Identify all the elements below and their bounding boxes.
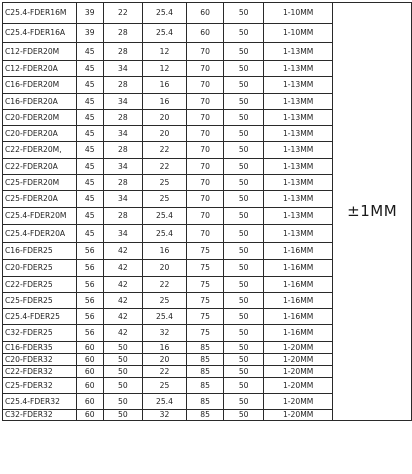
cell-col-3: 34 bbox=[103, 94, 143, 110]
cell-col-5: 75 bbox=[186, 277, 224, 293]
cell-col-5: 75 bbox=[186, 309, 224, 325]
cell-col-4: 32 bbox=[143, 410, 187, 421]
cell-model: C25-FDER20A bbox=[3, 191, 77, 208]
cell-col-2: 56 bbox=[76, 293, 103, 309]
cell-col-4: 12 bbox=[143, 43, 187, 61]
cell-col-6: 50 bbox=[224, 94, 264, 110]
cell-col-5: 85 bbox=[186, 342, 224, 354]
cell-model: C20-FDER32 bbox=[3, 354, 77, 366]
cell-col-3: 28 bbox=[103, 77, 143, 94]
cell-col-6: 50 bbox=[224, 175, 264, 191]
cell-col-6: 50 bbox=[224, 142, 264, 159]
cell-range: 1-13MM bbox=[263, 142, 332, 159]
cell-col-4: 25 bbox=[143, 175, 187, 191]
cell-col-3: 34 bbox=[103, 191, 143, 208]
cell-model: C25.4-FDER16M bbox=[3, 3, 77, 24]
cell-col-2: 60 bbox=[76, 410, 103, 421]
cell-col-3: 42 bbox=[103, 293, 143, 309]
cell-col-2: 56 bbox=[76, 260, 103, 277]
cell-col-5: 70 bbox=[186, 208, 224, 225]
cell-range: 1-13MM bbox=[263, 110, 332, 126]
cell-model: C25-FDER20M bbox=[3, 175, 77, 191]
cell-col-6: 50 bbox=[224, 159, 264, 175]
cell-col-6: 50 bbox=[224, 208, 264, 225]
cell-range: 1-20MM bbox=[263, 378, 332, 394]
cell-col-2: 45 bbox=[76, 110, 103, 126]
cell-col-6: 50 bbox=[224, 354, 264, 366]
cell-model: C16-FDER20A bbox=[3, 94, 77, 110]
cell-col-3: 28 bbox=[103, 24, 143, 43]
cell-col-4: 25.4 bbox=[143, 3, 187, 24]
cell-range: 1-16MM bbox=[263, 293, 332, 309]
cell-model: C20-FDER25 bbox=[3, 260, 77, 277]
cell-col-3: 34 bbox=[103, 61, 143, 77]
cell-model: C25-FDER25 bbox=[3, 293, 77, 309]
cell-model: C20-FDER20A bbox=[3, 126, 77, 142]
cell-col-4: 20 bbox=[143, 354, 187, 366]
cell-col-5: 70 bbox=[186, 159, 224, 175]
cell-col-3: 50 bbox=[103, 366, 143, 378]
cell-col-2: 56 bbox=[76, 243, 103, 260]
cell-col-2: 60 bbox=[76, 354, 103, 366]
cell-col-6: 50 bbox=[224, 293, 264, 309]
cell-col-5: 75 bbox=[186, 325, 224, 342]
cell-col-5: 85 bbox=[186, 394, 224, 410]
cell-col-5: 75 bbox=[186, 243, 224, 260]
cell-model: C12-FDER20A bbox=[3, 61, 77, 77]
cell-range: 1-16MM bbox=[263, 260, 332, 277]
cell-col-3: 34 bbox=[103, 225, 143, 243]
cell-col-2: 56 bbox=[76, 325, 103, 342]
cell-range: 1-13MM bbox=[263, 43, 332, 61]
cell-col-4: 16 bbox=[143, 77, 187, 94]
cell-col-5: 70 bbox=[186, 142, 224, 159]
cell-range: 1-10MM bbox=[263, 3, 332, 24]
cell-range: 1-13MM bbox=[263, 225, 332, 243]
cell-col-5: 70 bbox=[186, 191, 224, 208]
cell-col-6: 50 bbox=[224, 325, 264, 342]
cell-col-2: 45 bbox=[76, 159, 103, 175]
cell-col-5: 70 bbox=[186, 77, 224, 94]
cell-range: 1-13MM bbox=[263, 175, 332, 191]
cell-model: C16-FDER25 bbox=[3, 243, 77, 260]
cell-col-6: 50 bbox=[224, 77, 264, 94]
cell-col-2: 45 bbox=[76, 61, 103, 77]
cell-model: C12-FDER20M bbox=[3, 43, 77, 61]
cell-model: C22-FDER25 bbox=[3, 277, 77, 293]
cell-col-6: 50 bbox=[224, 309, 264, 325]
cell-col-6: 50 bbox=[224, 191, 264, 208]
cell-model: C25.4-FDER16A bbox=[3, 24, 77, 43]
cell-col-3: 42 bbox=[103, 277, 143, 293]
cell-col-5: 70 bbox=[186, 225, 224, 243]
cell-col-2: 45 bbox=[76, 77, 103, 94]
cell-range: 1-20MM bbox=[263, 366, 332, 378]
cell-col-3: 42 bbox=[103, 260, 143, 277]
cell-col-3: 28 bbox=[103, 110, 143, 126]
cell-col-3: 28 bbox=[103, 208, 143, 225]
cell-col-5: 85 bbox=[186, 366, 224, 378]
cell-range: 1-13MM bbox=[263, 208, 332, 225]
cell-col-4: 22 bbox=[143, 366, 187, 378]
cell-col-5: 85 bbox=[186, 410, 224, 421]
cell-col-2: 45 bbox=[76, 126, 103, 142]
cell-model: C20-FDER20M bbox=[3, 110, 77, 126]
cell-range: 1-20MM bbox=[263, 342, 332, 354]
cell-col-5: 70 bbox=[186, 43, 224, 61]
cell-col-6: 50 bbox=[224, 394, 264, 410]
cell-col-6: 50 bbox=[224, 410, 264, 421]
cell-col-6: 50 bbox=[224, 277, 264, 293]
cell-col-4: 20 bbox=[143, 260, 187, 277]
cell-model: C25.4-FDER25 bbox=[3, 309, 77, 325]
cell-col-3: 28 bbox=[103, 43, 143, 61]
cell-col-3: 50 bbox=[103, 378, 143, 394]
cell-col-3: 22 bbox=[103, 3, 143, 24]
cell-col-3: 34 bbox=[103, 126, 143, 142]
cell-model: C25.4-FDER32 bbox=[3, 394, 77, 410]
cell-col-3: 42 bbox=[103, 309, 143, 325]
cell-col-4: 20 bbox=[143, 110, 187, 126]
cell-col-3: 28 bbox=[103, 142, 143, 159]
cell-col-2: 45 bbox=[76, 94, 103, 110]
cell-range: 1-20MM bbox=[263, 394, 332, 410]
cell-col-2: 60 bbox=[76, 394, 103, 410]
cell-col-4: 25 bbox=[143, 378, 187, 394]
cell-col-5: 70 bbox=[186, 175, 224, 191]
cell-col-4: 25.4 bbox=[143, 309, 187, 325]
cell-col-2: 45 bbox=[76, 175, 103, 191]
cell-col-4: 25.4 bbox=[143, 208, 187, 225]
cell-model: C25.4-FDER20M bbox=[3, 208, 77, 225]
cell-col-2: 60 bbox=[76, 366, 103, 378]
cell-model: C25.4-FDER20A bbox=[3, 225, 77, 243]
tolerance-cell: ±1MM bbox=[333, 3, 412, 421]
cell-range: 1-16MM bbox=[263, 243, 332, 260]
cell-col-6: 50 bbox=[224, 61, 264, 77]
cell-col-2: 56 bbox=[76, 277, 103, 293]
cell-col-2: 45 bbox=[76, 191, 103, 208]
cell-col-4: 22 bbox=[143, 142, 187, 159]
cell-col-5: 70 bbox=[186, 110, 224, 126]
cell-col-4: 25 bbox=[143, 293, 187, 309]
cell-col-5: 75 bbox=[186, 293, 224, 309]
cell-range: 1-13MM bbox=[263, 126, 332, 142]
cell-col-6: 50 bbox=[224, 243, 264, 260]
cell-model: C16-FDER20M bbox=[3, 77, 77, 94]
cell-col-4: 32 bbox=[143, 325, 187, 342]
cell-col-3: 50 bbox=[103, 394, 143, 410]
cell-col-5: 60 bbox=[186, 24, 224, 43]
cell-col-3: 50 bbox=[103, 354, 143, 366]
spec-table-body bbox=[3, 3, 412, 421]
cell-col-2: 60 bbox=[76, 378, 103, 394]
cell-model: C22-FDER20M, bbox=[3, 142, 77, 159]
cell-range: 1-10MM bbox=[263, 24, 332, 43]
cell-range: 1-16MM bbox=[263, 277, 332, 293]
cell-col-5: 85 bbox=[186, 354, 224, 366]
cell-col-2: 39 bbox=[76, 24, 103, 43]
cell-col-3: 50 bbox=[103, 410, 143, 421]
cell-col-6: 50 bbox=[224, 378, 264, 394]
cell-col-2: 45 bbox=[76, 142, 103, 159]
cell-col-6: 50 bbox=[224, 24, 264, 43]
cell-col-2: 45 bbox=[76, 208, 103, 225]
cell-range: 1-13MM bbox=[263, 94, 332, 110]
cell-range: 1-13MM bbox=[263, 61, 332, 77]
cell-range: 1-13MM bbox=[263, 159, 332, 175]
cell-col-5: 75 bbox=[186, 260, 224, 277]
cell-model: C32-FDER32 bbox=[3, 410, 77, 421]
cell-col-2: 60 bbox=[76, 342, 103, 354]
cell-col-4: 20 bbox=[143, 126, 187, 142]
cell-range: 1-16MM bbox=[263, 325, 332, 342]
cell-col-6: 50 bbox=[224, 3, 264, 24]
cell-col-6: 50 bbox=[224, 110, 264, 126]
cell-col-3: 34 bbox=[103, 159, 143, 175]
cell-col-3: 50 bbox=[103, 342, 143, 354]
table-row bbox=[3, 3, 412, 24]
cell-col-4: 16 bbox=[143, 243, 187, 260]
cell-model: C25-FDER32 bbox=[3, 378, 77, 394]
cell-col-6: 50 bbox=[224, 342, 264, 354]
cell-range: 1-16MM bbox=[263, 309, 332, 325]
cell-range: 1-13MM bbox=[263, 77, 332, 94]
cell-model: C22-FDER20A bbox=[3, 159, 77, 175]
cell-col-2: 56 bbox=[76, 309, 103, 325]
cell-col-4: 25.4 bbox=[143, 24, 187, 43]
cell-col-2: 45 bbox=[76, 225, 103, 243]
spec-table bbox=[2, 2, 412, 421]
cell-col-4: 22 bbox=[143, 277, 187, 293]
cell-col-5: 70 bbox=[186, 61, 224, 77]
cell-col-6: 50 bbox=[224, 43, 264, 61]
cell-col-5: 70 bbox=[186, 126, 224, 142]
cell-col-6: 50 bbox=[224, 260, 264, 277]
cell-col-2: 39 bbox=[76, 3, 103, 24]
cell-model: C22-FDER32 bbox=[3, 366, 77, 378]
cell-col-5: 70 bbox=[186, 94, 224, 110]
cell-range: 1-20MM bbox=[263, 354, 332, 366]
cell-col-4: 22 bbox=[143, 159, 187, 175]
cell-col-4: 12 bbox=[143, 61, 187, 77]
cell-col-5: 60 bbox=[186, 3, 224, 24]
cell-col-4: 16 bbox=[143, 94, 187, 110]
cell-col-6: 50 bbox=[224, 366, 264, 378]
cell-col-6: 50 bbox=[224, 225, 264, 243]
cell-col-4: 16 bbox=[143, 342, 187, 354]
cell-model: C32-FDER25 bbox=[3, 325, 77, 342]
cell-range: 1-20MM bbox=[263, 410, 332, 421]
cell-col-6: 50 bbox=[224, 126, 264, 142]
cell-col-5: 85 bbox=[186, 378, 224, 394]
cell-model: C16-FDER35 bbox=[3, 342, 77, 354]
cell-col-4: 25 bbox=[143, 191, 187, 208]
cell-col-3: 42 bbox=[103, 243, 143, 260]
cell-col-3: 42 bbox=[103, 325, 143, 342]
cell-col-4: 25.4 bbox=[143, 394, 187, 410]
cell-col-3: 28 bbox=[103, 175, 143, 191]
cell-range: 1-13MM bbox=[263, 191, 332, 208]
cell-col-2: 45 bbox=[76, 43, 103, 61]
cell-col-4: 25.4 bbox=[143, 225, 187, 243]
